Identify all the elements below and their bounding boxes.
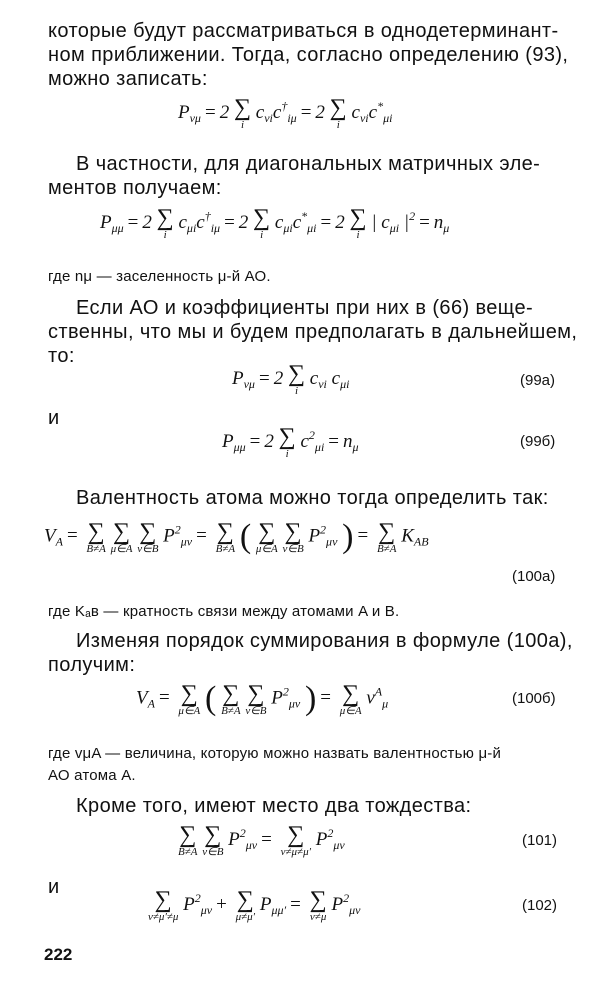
equation-number: (102) <box>522 897 558 914</box>
text-line: где nμ — заселенность μ-й АО. <box>48 268 271 285</box>
equation-number: (101) <box>522 832 558 849</box>
equation-99b: $P_{\mu\mu} = 2$ ∑ i $c^2_{\mu i} = n_\mu$ <box>222 424 359 460</box>
equation-100a: $V_A$ = ∑ B≠A ∑ μ∈A ∑ ν∈B $P^2_{\mu\nu}$ = ∑ B≠A ( ∑ μ∈A ∑ ν∈B $P^2_{\mu\nu}$ ) = ∑ B≠A $K_{AB}$ <box>44 518 429 555</box>
equation-number: (100б) <box>512 690 556 707</box>
text-line: и <box>48 407 60 429</box>
text-line: которые будут рассматриваться в однодетерминант- <box>48 20 559 42</box>
equation-101: ∑ B≠A ∑ ν∈B $P^2_{\mu\nu}$ = ∑ ν≠μ≠μ′ $P^2_{\mu\nu}$ <box>178 822 345 858</box>
text-line: Валентность атома можно тогда определить так: <box>76 487 549 509</box>
text-line: Кроме того, имеют место два тождества: <box>76 795 472 817</box>
text-line: где vμA — величина, которую можно назвать валентностью μ-й <box>48 745 502 762</box>
equation-p-nu-mu: $P_{\nu\mu} = 2$ ∑ i $c_{\nu i}c^\dagger_{i\mu} = 2$ ∑ i $c_{\nu i}c^*_{\mu i}$ <box>178 95 393 131</box>
text-line: где Kₐʙ — кратность связи между атомами A и B. <box>48 603 400 620</box>
equation-number: (99а) <box>520 372 556 389</box>
text-line: Изменяя порядок суммирования в формуле (100а), <box>76 630 573 652</box>
text-line: можно записать: <box>48 68 208 90</box>
text-line: ственны, что мы и будем предполагать в дальнейшем, <box>48 321 578 343</box>
text-line: АО атома A. <box>48 767 136 784</box>
text-line: ментов получаем: <box>48 177 222 199</box>
text-line: получим: <box>48 654 136 676</box>
equation-number: (99б) <box>520 433 556 450</box>
equation-102: ∑ ν≠μ′≠μ $P^2_{\mu\nu}$ + ∑ μ≠μ′ $P_{\mu\mu'}$ = ∑ ν≠μ $P^2_{\mu\nu}$ <box>148 887 361 923</box>
equation-number: (100а) <box>512 568 556 585</box>
text-line: Если АО и коэффициенты при них в (66) веще- <box>76 297 534 319</box>
equation-100b: $V_A$ = ∑ μ∈A ( ∑ B≠A ∑ ν∈B $P^2_{\mu\nu}$ ) = ∑ μ∈A $v^A_\mu$ <box>136 680 389 717</box>
text-line: ном приближении. Тогда, согласно определению (93), <box>48 44 569 66</box>
equation-p-mu-mu: $P_{\mu\mu} = 2$ ∑ i $c_{\mu i}c^\dagger_{i\mu} = 2$ ∑ i $c_{\mu i}c^*_{\mu i} = 2$ ∑ i | $c_{\mu i}$ $|^2 = n_\mu$ <box>100 205 450 241</box>
page-number: 222 <box>44 945 73 964</box>
equation-99a: $P_{\nu\mu} = 2$ ∑ i $c_{\nu i}$ $c_{\mu i}$ <box>232 361 350 397</box>
text-line: и <box>48 876 60 898</box>
text-line: то: <box>48 345 75 367</box>
text-line: В частности, для диагональных матричных эле- <box>76 153 541 175</box>
